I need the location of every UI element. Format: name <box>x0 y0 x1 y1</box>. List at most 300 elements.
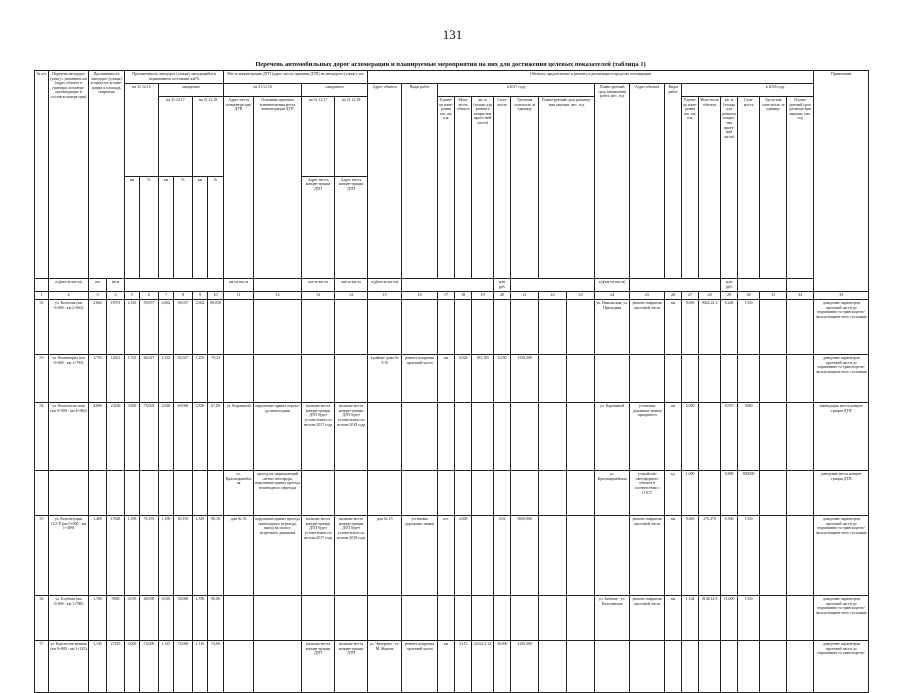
table-cell <box>511 471 539 516</box>
table-cell: 79,23 <box>208 355 224 403</box>
column-number: 9 <box>193 292 208 300</box>
document-title: Перечень автомобильных дорог агломерации и планируемые мероприятия на них для достижения целевых показателей (таблица 1) <box>255 61 646 68</box>
table-cell: 30,000 <box>494 641 511 693</box>
header-u-km-2: км <box>159 176 174 279</box>
table-cell <box>254 596 302 641</box>
table-cell: 2,830 <box>193 403 208 471</box>
table-row <box>35 516 869 596</box>
table-cell <box>335 471 368 516</box>
header-obj-addr2: Адрес объекта <box>630 84 665 279</box>
table-cell: ул. Коминтерна (км 0+000 - км 1+793) <box>49 355 89 403</box>
table-cell: ул. Конституции СССР (км 0+000 - км 1+469) <box>49 516 89 596</box>
table-cell <box>567 516 595 596</box>
table-cell: 55 <box>35 516 49 596</box>
header-row-3 <box>35 97 869 177</box>
table-cell: 5000,000 <box>511 516 539 596</box>
column-number: 24 <box>595 292 630 300</box>
table-cell: 9580 <box>107 596 125 641</box>
table-cell: 1350,000 <box>511 355 539 403</box>
table-cell: 27345 <box>107 641 125 693</box>
header-unit-cost2: Удель-ная стои-мость за единицу <box>760 97 787 279</box>
table-cell <box>402 471 438 516</box>
table-cell <box>368 471 402 516</box>
header-capacity2: Мощ-ность объекта <box>699 97 721 279</box>
table-cell <box>49 471 89 516</box>
header-plan-period: Плани-руемый срок размеще-ния закупки, мес. год <box>539 97 595 279</box>
column-number: 33 <box>814 292 869 300</box>
table-cell: км <box>438 355 455 403</box>
table-cell <box>665 641 682 693</box>
table-cell <box>302 471 335 516</box>
table-cell <box>224 641 254 693</box>
table-cell: доведение параметров проезжей части до нормативно-го транспортно-эксплуатацион-ного состояния <box>814 300 869 355</box>
table-cell: 0,070 <box>721 403 738 471</box>
table-cell <box>402 300 438 355</box>
table-cell: нарушение правил перехо-да пешеходами <box>254 403 302 471</box>
table-cell <box>511 300 539 355</box>
table-cell <box>567 355 595 403</box>
unit-length-kvm: кв.м <box>107 279 125 292</box>
column-number: 19 <box>472 292 494 300</box>
table-cell: ед. <box>665 471 682 516</box>
header-u-km-3: км <box>193 176 208 279</box>
header-u-pct-3: % <box>208 176 224 279</box>
header-work-type: Виды работ <box>402 84 438 279</box>
table-cell: 3,115 <box>455 641 472 693</box>
table-cell: 4,060 <box>89 403 107 471</box>
table-cell: ул. Коровиной <box>595 403 630 471</box>
table-cell <box>472 516 494 596</box>
table-cell <box>721 641 738 693</box>
table-cell: 75,003 <box>140 403 159 471</box>
table-cell: 0,800 <box>721 471 738 516</box>
column-number: 5 <box>125 292 140 300</box>
table-cell: 1,000 <box>682 471 699 516</box>
table-cell <box>539 596 567 641</box>
table-cell: 185,185 <box>472 355 494 403</box>
table-cell: установка дорожных знаков приоритета <box>630 403 665 471</box>
table-cell: шт. <box>438 516 455 596</box>
table-cell <box>125 471 140 516</box>
table-cell: ул. Никольская, ул. Прилуцкая <box>595 300 630 355</box>
table-cell: 69,000 <box>174 403 193 471</box>
header-cost: Стои-мость <box>494 97 511 279</box>
table-cell <box>368 596 402 641</box>
header-unit-cost: Удельная стоимость за единицу <box>511 97 539 279</box>
table-cell <box>787 471 814 516</box>
header-acc-addr: Адрес места концентра-ции ДТП <box>224 97 254 279</box>
table-cell <box>738 641 760 693</box>
header-length: Протяженность автодорог (улицы) в пределах агломе-рации и площадь покрытия <box>89 71 125 279</box>
table-cell <box>595 355 630 403</box>
table-cell: 1,349 <box>193 516 208 596</box>
table-cell: 1,145 <box>89 641 107 693</box>
table-cell <box>438 300 455 355</box>
table-cell <box>224 355 254 403</box>
column-number: 28 <box>699 292 721 300</box>
table-cell <box>89 471 107 516</box>
table-cell <box>787 641 814 693</box>
table-cell <box>760 596 787 641</box>
table-cell <box>539 355 567 403</box>
table-cell <box>140 471 159 516</box>
table-cell: ликвидация места концен-трации ДТП <box>814 403 869 471</box>
table-cell: ул. Чичерина - ул. М. Жукова <box>368 641 402 693</box>
table-cell: ул. Клубная (км 0+000 - км 1+780) <box>49 596 89 641</box>
table-cell: 0,250 <box>494 355 511 403</box>
table-cell: 0,000 <box>125 641 140 693</box>
table-cell <box>455 471 472 516</box>
table-cell: км <box>665 516 682 596</box>
header-normative-expected: ожидаемое <box>159 84 224 97</box>
column-number: 3 <box>89 292 107 300</box>
header-capacity: Мощ-ность объекта <box>455 97 472 279</box>
header-d1218a: на 31.12.18 <box>193 97 224 177</box>
header-acc-place18: Адрес места концен-трации ДТП <box>335 176 368 279</box>
column-number: 32 <box>787 292 814 300</box>
table-cell: наличие места концен-трации ДТП будет устано-влено по итогам 2018 года <box>335 516 368 596</box>
table-cell <box>107 471 125 516</box>
table-cell <box>494 471 511 516</box>
table-cell <box>254 641 302 693</box>
table-cell <box>254 355 302 403</box>
table-row <box>35 471 869 516</box>
table-cell: в районе дома № 3-10 <box>368 355 402 403</box>
table-cell: 67,00 <box>208 403 224 471</box>
table-cell: 2,662 <box>193 300 208 355</box>
table-cell: доведение параметров проезжей части до нормативно-го транспортно- <box>814 641 869 693</box>
table-cell: ремонт покрытия проезжей части <box>630 516 665 596</box>
table-cell <box>438 471 455 516</box>
table-cell: доведение параметров проезжей части до нормативно-го транспортно-эксплуатацион-ного состояния <box>814 355 869 403</box>
column-number: 27 <box>682 292 699 300</box>
table-cell: 1,535 <box>125 355 140 403</box>
page-number: 131 <box>442 27 463 42</box>
table-cell: 66,027 <box>140 355 159 403</box>
table-cell: 80,00 <box>208 596 224 641</box>
table-cell: шт <box>665 403 682 471</box>
column-number: 6 <box>140 292 159 300</box>
table-cell: 74,000 <box>140 641 159 693</box>
table-cell: наличие места концен-трации ДТП <box>335 641 368 693</box>
table-cell <box>567 641 595 693</box>
table-cell: 80,193 <box>174 516 193 596</box>
table-row <box>35 596 869 641</box>
column-number: 18 <box>455 292 472 300</box>
table-cell <box>699 403 721 471</box>
header-plan-done: Плани-руемый срок завершения работ, мес. год <box>595 84 630 279</box>
table-cell: 8148,14 8 <box>699 596 721 641</box>
table-cell: ул. Коровиной <box>224 403 254 471</box>
table-cell: наличие места концен-трации ДТП будет устано-влено по итогам 2017 года <box>302 516 335 596</box>
table-cell: 1350 <box>738 516 760 596</box>
header-d1217b: на 31.12.17 <box>302 97 335 177</box>
column-number: 23 <box>567 292 595 300</box>
header-normative: Протяженность автодорог (улицы), находящейся в нормативном состоянии, км/% <box>125 71 224 84</box>
header-obj-addr: Адрес объекта <box>368 84 402 279</box>
table-cell: доведение параметров проезжей части до нормативно-го транспортно-эксплуатацион-ного состояния <box>814 516 869 596</box>
header-unit: Едини-ца изме-рения км, шт, п.м. <box>438 97 455 279</box>
table-cell <box>787 403 814 471</box>
table-cell <box>193 471 208 516</box>
table-cell <box>174 471 193 516</box>
header-note: Примечание <box>814 71 869 292</box>
column-number: 16 <box>402 292 438 300</box>
table-cell <box>494 596 511 641</box>
table-cell: ул. Краснозна-менная (км 0+000 - км 1+145) <box>49 641 89 693</box>
table-cell <box>738 355 760 403</box>
table-cell <box>630 355 665 403</box>
table-cell: 74,000 <box>174 641 193 693</box>
table-cell <box>472 403 494 471</box>
table-cell <box>760 355 787 403</box>
table-cell <box>455 596 472 641</box>
column-number: 29 <box>721 292 738 300</box>
table-cell: 90,057 <box>174 300 193 355</box>
table-cell <box>438 596 455 641</box>
table-cell: 74,00 <box>208 641 224 693</box>
table-cell: 1350,000 <box>511 641 539 693</box>
column-number: 20 <box>494 292 511 300</box>
table-cell <box>335 300 368 355</box>
header-acc-place17: Адрес места концен-трации ДТП <box>302 176 335 279</box>
column-number: 7 <box>159 292 174 300</box>
table-cell <box>682 641 699 693</box>
table-cell: 48,090 <box>140 596 159 641</box>
table-cell: 76,193 <box>140 516 159 596</box>
table-cell: 1,793 <box>89 355 107 403</box>
table-cell: 1,469 <box>89 516 107 596</box>
column-number: 12 <box>254 292 302 300</box>
table-row <box>35 300 869 355</box>
unit-road: а/д(км+м-км+м) <box>49 279 89 292</box>
header-km-sqm: кв. м (только для ремонта покры-тия проез-жей части) <box>472 97 494 279</box>
header-expected: ожидаемое <box>302 84 368 97</box>
table-cell: км <box>438 641 455 693</box>
table-cell: установка дорожных знаков <box>402 516 438 596</box>
table-cell: 4,000 <box>455 516 472 596</box>
table-cell: 2,662 <box>89 300 107 355</box>
header-unit2: Едини-ца изме-рения км, шт, п.м. <box>682 97 699 279</box>
table-cell: доведение параметров проезжей части до нормативно-го транспортно-эксплуатацион-ного состояния <box>814 596 869 641</box>
table-cell: наличие места концен-трации ДТП <box>302 641 335 693</box>
table-cell <box>254 300 302 355</box>
column-number: 31 <box>760 292 787 300</box>
table-cell: км <box>665 300 682 355</box>
header-row-2 <box>35 84 869 97</box>
table-cell: 17628 <box>107 516 125 596</box>
table-cell <box>35 471 49 516</box>
table-cell: ул. Красноармейская <box>224 471 254 516</box>
table-cell: 0,018 <box>125 596 140 641</box>
table-row <box>35 355 869 403</box>
table-cell: 80,18 <box>208 516 224 596</box>
table-cell <box>760 641 787 693</box>
table-cell <box>368 300 402 355</box>
header-accidents: Места концентрации ДТП (адрес места, причины ДТП) на автодороге (улице), шт. <box>224 71 368 84</box>
table-cell <box>302 355 335 403</box>
header-acc-reason: Основные причины возникновения места концентрации ДТП <box>254 97 302 279</box>
column-number: 2 <box>49 292 89 300</box>
table-cell: 1,145 <box>193 641 208 693</box>
table-cell: 1,780 <box>89 596 107 641</box>
table-cell: 56 <box>35 596 49 641</box>
header-objects: Объекты, предлагаемые к ремонту и реализации в пределах агломерации <box>368 71 814 84</box>
column-number: 30 <box>738 292 760 300</box>
table-cell: 2,165 <box>125 300 140 355</box>
table-cell <box>368 403 402 471</box>
table-cell: 1,164 <box>682 596 699 641</box>
table-body <box>35 300 869 693</box>
table-cell: 22222,2 22 <box>472 641 494 693</box>
table-cell: ремонт покрытия проезжей части <box>630 596 665 641</box>
table-cell <box>511 596 539 641</box>
header-cost2: Стои-мость <box>738 97 760 279</box>
table-cell <box>438 403 455 471</box>
unit-obj-addr: а/д(км+м-км+м) <box>368 279 402 292</box>
column-number: 25 <box>630 292 665 300</box>
table-cell <box>595 641 630 693</box>
table-cell: 54 <box>35 403 49 471</box>
unit-acc-addr: км+м-км+м <box>224 279 254 292</box>
table-cell: 2,662 <box>159 300 174 355</box>
table-cell <box>787 355 814 403</box>
table-cell: ремонт покрытия проезжей части <box>630 300 665 355</box>
column-number: 17 <box>438 292 455 300</box>
table-cell <box>787 596 814 641</box>
table-cell: наличие места концен-трации ДТП будет устано-влено по итогам 2017 года <box>302 403 335 471</box>
table-cell <box>539 300 567 355</box>
table-cell <box>302 596 335 641</box>
table-cell <box>760 300 787 355</box>
header-km-sqm2: кв. м (только для ремонта покры-тия проез-жей части) <box>721 97 738 279</box>
table-cell <box>539 471 567 516</box>
table-cell: км <box>665 596 682 641</box>
header-u-km-1: км <box>125 176 140 279</box>
header-u-pct-1: % <box>140 176 159 279</box>
header-y2018: в 2018 году <box>682 84 869 97</box>
table-cell: 1,189 <box>125 516 140 596</box>
column-numbers-row <box>35 292 869 300</box>
table-cell <box>472 300 494 355</box>
header-plan-period2: Плани-руемый срок размеще-ния закупки, мес. год <box>787 97 814 279</box>
table-cell: доведение места концен-трации ДТП <box>814 471 869 516</box>
table-cell: 52 <box>35 300 49 355</box>
table-cell <box>302 300 335 355</box>
table-cell: 11,000 <box>721 596 738 641</box>
unit-mln: млн руб. <box>494 279 511 292</box>
table-cell <box>539 641 567 693</box>
table-cell: 9022,22 2 <box>699 300 721 355</box>
table-cell: дом № 15 <box>368 516 402 596</box>
table-cell <box>760 471 787 516</box>
unit-acc-17: км+м-км+м <box>302 279 335 292</box>
table-cell <box>511 403 539 471</box>
table-cell: 1,145 <box>159 641 174 693</box>
column-number: 8 <box>174 292 193 300</box>
table-cell <box>402 403 438 471</box>
table-cell: ул. Комсомоль-ская (км 0+000 - км 4+060) <box>49 403 89 471</box>
unit-obj-addr2: а/д(км+м-км+м) <box>595 279 630 292</box>
table-cell <box>335 355 368 403</box>
table-cell <box>402 596 438 641</box>
table-cell: 270,270 <box>699 516 721 596</box>
table-cell: 50,000 <box>174 596 193 641</box>
column-number: 13 <box>302 292 335 300</box>
header-d1217a: на 31.12.17 <box>159 97 193 177</box>
table-cell: 800000 <box>738 471 760 516</box>
table-cell: 0,026 <box>455 355 472 403</box>
column-number: 21 <box>511 292 539 300</box>
table-cell: ремонт покрытия проезжей части <box>402 641 438 693</box>
table-cell <box>567 471 595 516</box>
table-cell: 1,189 <box>159 516 174 596</box>
header-num: № п/п <box>35 71 49 279</box>
table-cell <box>208 471 224 516</box>
table-cell: 0,063 <box>682 516 699 596</box>
table-cell: 2,820 <box>159 403 174 471</box>
header-u-pct-2: % <box>174 176 193 279</box>
header-y2017: в 2017 году <box>438 84 595 97</box>
unit-length-km: км <box>89 279 107 292</box>
table-cell: 2,000 <box>682 403 699 471</box>
table-cell <box>665 355 682 403</box>
table-cell <box>787 516 814 596</box>
column-number: 1 <box>35 292 49 300</box>
table-cell <box>539 516 567 596</box>
table-cell <box>699 471 721 516</box>
table-cell: дом № 33 <box>224 516 254 596</box>
header-d1216b: на 31.12.16 <box>224 84 302 97</box>
header-d1216a: на 31.12.16 <box>125 84 159 177</box>
table-cell: 82,027 <box>174 355 193 403</box>
table-cell: нарушение правил проезда пешеходного перехода, выезд на полосу встречного движения <box>254 516 302 596</box>
table-cell: 90,058 <box>208 300 224 355</box>
table-cell: 1,293 <box>193 355 208 403</box>
table-cell: 3,800 <box>125 403 140 471</box>
table-cell: 1,780 <box>193 596 208 641</box>
table-cell: 0,650 <box>682 300 699 355</box>
table-cell <box>494 403 511 471</box>
table-cell <box>224 300 254 355</box>
table-cell: 6,240 <box>721 300 738 355</box>
table-cell <box>472 596 494 641</box>
table-cell <box>539 403 567 471</box>
table-cell: 5000 <box>738 403 760 471</box>
table-cell: 1350 <box>738 596 760 641</box>
column-number: 14 <box>335 292 368 300</box>
column-number: 15 <box>368 292 402 300</box>
table-cell <box>595 516 630 596</box>
table-cell <box>760 516 787 596</box>
column-number: 10 <box>208 292 224 300</box>
unit-acc-18: км+м-км+м <box>335 279 368 292</box>
table-cell <box>787 300 814 355</box>
header-d1218b: на 31.12.18 <box>335 97 368 177</box>
table-cell <box>494 300 511 355</box>
header-units-row <box>35 279 869 292</box>
table-cell <box>567 300 595 355</box>
table-cell <box>630 641 665 693</box>
table-cell: 0,02 <box>494 516 511 596</box>
header-work-type2: Виды работ <box>665 84 682 279</box>
column-number: 22 <box>539 292 567 300</box>
table-cell <box>455 300 472 355</box>
table-cell <box>567 403 595 471</box>
table-cell <box>721 355 738 403</box>
header-row-1 <box>35 71 869 84</box>
table-cell: проезд на запрещающий сигнал светофора, нарушение правил проезда пешеходного перехода <box>254 471 302 516</box>
